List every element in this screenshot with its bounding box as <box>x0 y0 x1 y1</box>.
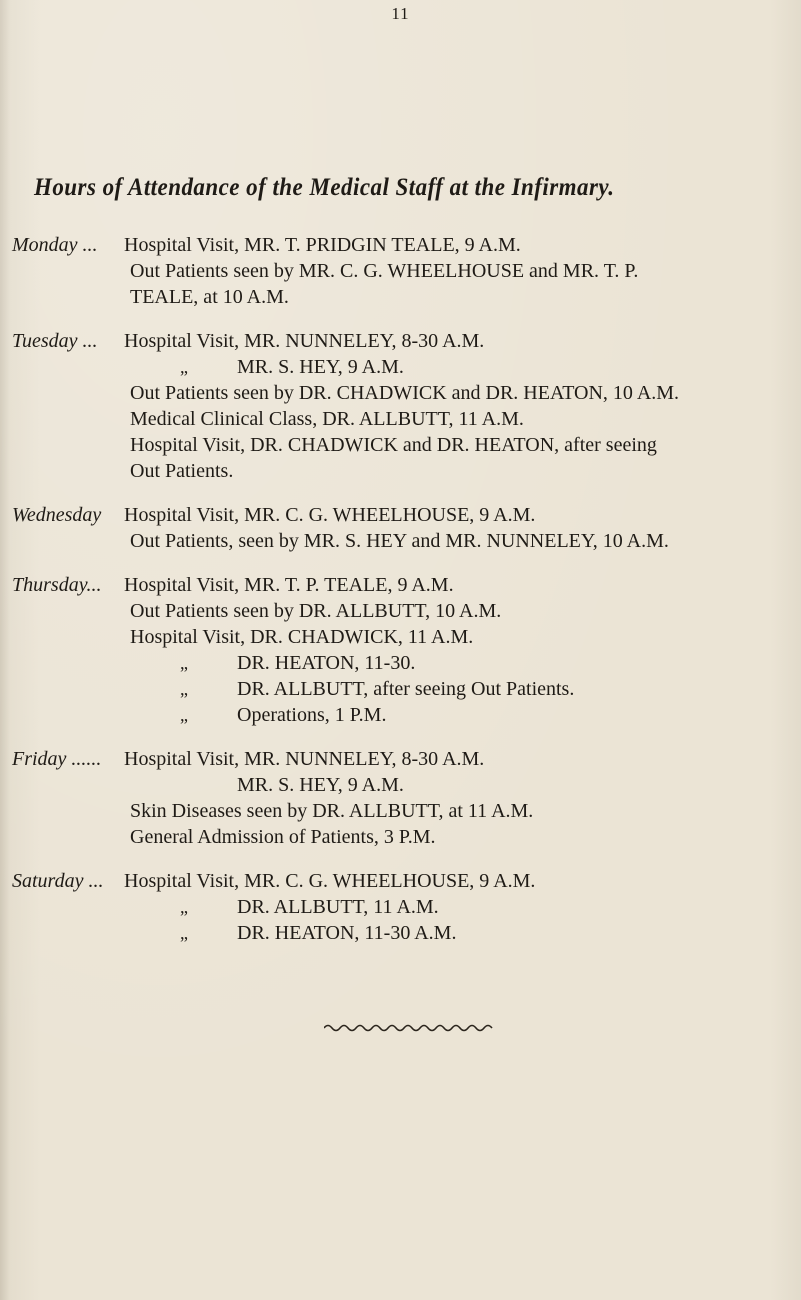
schedule-entry: TEALE, at 10 A.M. <box>130 286 289 308</box>
schedule-line <box>12 284 792 310</box>
schedule-entry: DR. ALLBUTT, after seeing Out Patients. <box>237 678 575 700</box>
schedule-line <box>12 598 792 624</box>
schedule-entry: Skin Diseases seen by DR. ALLBUTT, at 11 A.M. <box>130 800 534 822</box>
schedule-line <box>12 328 792 354</box>
schedule-line <box>12 406 792 432</box>
attendance-schedule <box>12 232 792 946</box>
day-block <box>12 746 792 850</box>
schedule-line <box>12 572 792 598</box>
schedule-entry: Out Patients seen by DR. CHADWICK and DR. HEATON, 10 A.M. <box>130 382 680 404</box>
page-heading: Hours of Attendance of the Medical Staff at the Infirmary. <box>34 174 615 201</box>
block-gap <box>12 310 792 328</box>
schedule-line <box>12 232 792 258</box>
block-gap <box>12 554 792 572</box>
day-label: Thursday... <box>12 574 102 596</box>
schedule-line <box>12 650 792 676</box>
day-block <box>12 328 792 484</box>
schedule-line <box>12 868 792 894</box>
schedule-entry: MR. S. HEY, 9 A.M. <box>237 356 404 378</box>
schedule-line <box>12 502 792 528</box>
schedule-line <box>12 458 792 484</box>
page-number: 11 <box>391 4 410 23</box>
schedule-line <box>12 798 792 824</box>
schedule-entry: Hospital Visit, MR. T. PRIDGIN TEALE, 9 A.M. <box>124 234 521 256</box>
schedule-entry: Hospital Visit, MR. NUNNELEY, 8-30 A.M. <box>124 330 485 352</box>
schedule-entry: Hospital Visit, MR. NUNNELEY, 8-30 A.M. <box>124 748 485 770</box>
block-gap <box>12 728 792 746</box>
day-block <box>12 232 792 310</box>
block-gap <box>12 484 792 502</box>
schedule-line <box>12 746 792 772</box>
schedule-entry: Hospital Visit, MR. C. G. WHEELHOUSE, 9 A.M. <box>124 870 536 892</box>
tail-ornament <box>324 1022 494 1034</box>
day-label: Tuesday ... <box>12 330 98 352</box>
schedule-line <box>12 258 792 284</box>
day-block <box>12 502 792 554</box>
schedule-line <box>12 894 792 920</box>
ditto-mark: „ <box>180 923 188 943</box>
schedule-entry: Out Patients, seen by MR. S. HEY and MR. NUNNELEY, 10 A.M. <box>130 530 669 552</box>
schedule-entry: Hospital Visit, MR. T. P. TEALE, 9 A.M. <box>124 574 454 596</box>
schedule-line <box>12 528 792 554</box>
schedule-entry: Out Patients seen by DR. ALLBUTT, 10 A.M. <box>130 600 502 622</box>
schedule-entry: Out Patients seen by MR. C. G. WHEELHOUSE and MR. T. P. <box>130 260 639 282</box>
schedule-entry: DR. ALLBUTT, 11 A.M. <box>237 896 439 918</box>
schedule-entry: MR. S. HEY, 9 A.M. <box>237 774 404 796</box>
schedule-entry: General Admission of Patients, 3 P.M. <box>130 826 436 848</box>
schedule-line <box>12 824 792 850</box>
ditto-mark: „ <box>180 897 188 917</box>
block-gap <box>12 850 792 868</box>
schedule-entry: Hospital Visit, MR. C. G. WHEELHOUSE, 9 A.M. <box>124 504 536 526</box>
schedule-line <box>12 432 792 458</box>
ditto-mark: „ <box>180 357 188 377</box>
schedule-line <box>12 702 792 728</box>
schedule-entry: DR. HEATON, 11-30. <box>237 652 416 674</box>
day-label: Wednesday <box>12 504 102 526</box>
ditto-mark: „ <box>180 705 188 725</box>
schedule-line <box>12 624 792 650</box>
day-label: Saturday ... <box>12 870 104 892</box>
schedule-line <box>12 354 792 380</box>
schedule-entry: Hospital Visit, DR. CHADWICK, 11 A.M. <box>130 626 474 648</box>
schedule-entry: Medical Clinical Class, DR. ALLBUTT, 11 A.M. <box>130 408 524 430</box>
day-block <box>12 868 792 946</box>
schedule-entry: DR. HEATON, 11-30 A.M. <box>237 922 457 944</box>
day-block <box>12 572 792 728</box>
schedule-entry: Hospital Visit, DR. CHADWICK and DR. HEATON, after seeing <box>130 434 657 456</box>
ditto-mark: „ <box>180 653 188 673</box>
schedule-line <box>12 772 792 798</box>
schedule-line <box>12 920 792 946</box>
schedule-line <box>12 676 792 702</box>
schedule-line <box>12 380 792 406</box>
ditto-mark: „ <box>180 679 188 699</box>
day-label: Friday ...... <box>12 748 102 770</box>
schedule-entry: Operations, 1 P.M. <box>237 704 387 726</box>
day-label: Monday ... <box>12 234 98 256</box>
schedule-entry: Out Patients. <box>130 460 234 482</box>
